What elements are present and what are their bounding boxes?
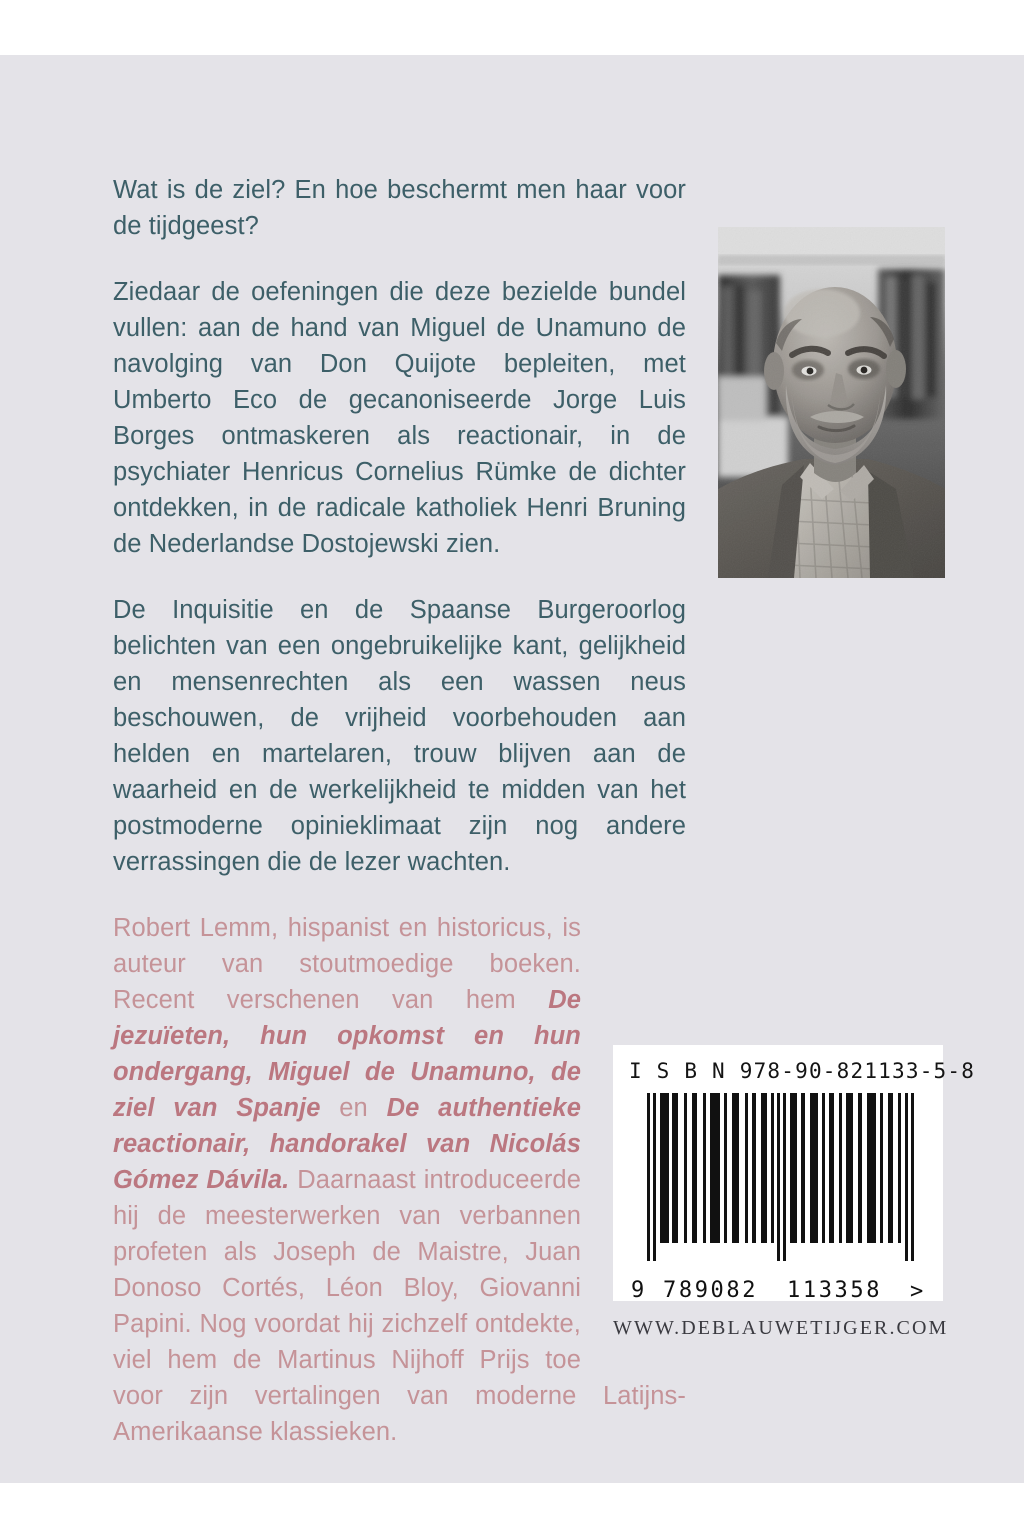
isbn-number: I S B N 978-90-821133-5-8 [629, 1059, 976, 1083]
bio-segment-3: Daarnaast introduceerde hij de meesterwerken van verbannen profeten als Joseph de Maistre, Juan Donoso Cortés, Léon Bloy, Giovanni Papini. Nog voordat hij zichzelf ontdekte, viel hem de Martinus Nijhoff Prijs toe voor zijn vertalingen van moderne Latijns-Amerikaanse klassieken. [113, 1166, 686, 1446]
bio-book-title-1: De jezuïeten, hun opkomst en hun ondergang, Miguel de Unamuno, de ziel van Spanje [113, 986, 581, 1122]
bio-book-title-2: De authentieke reactionair, handorakel van Nicolás Gómez Dávila. [113, 1094, 581, 1194]
barcode-digits [629, 1275, 927, 1303]
bio-segment-2: en [320, 1094, 387, 1122]
ean13-barcode [629, 1089, 927, 1303]
svg-text:9: 9 [631, 1278, 645, 1303]
isbn-barcode-block [613, 1045, 976, 1303]
author-portrait-image [718, 227, 945, 578]
bio-segment-1: Robert Lemm, hispanist en historicus, is auteur van stoutmoedige boeken. Recent verschenen van hem [113, 914, 581, 1014]
author-biography [113, 910, 686, 1450]
svg-text:789082: 789082 [663, 1278, 759, 1303]
svg-text:113358: 113358 [787, 1278, 883, 1303]
svg-text:>: > [910, 1279, 924, 1303]
blurb-column [113, 172, 686, 880]
blurb-paragraph-1: Wat is de ziel? En hoe beschermt men haar voor de tijdgeest? [113, 176, 686, 240]
publisher-website[interactable]: WWW.DEBLAUWETIJGER.COM [613, 1317, 949, 1339]
author-portrait-photo [718, 227, 945, 578]
blurb-paragraph-2: Ziedaar de oefeningen die deze bezielde bundel vullen: aan de hand van Miguel de Unamuno de navolging van Don Quijote bepleiten, met Umberto Eco de gecanoniseerde Jorge Luis Borges ontmaskeren als reactionair, in de psychiater Henricus Cornelius Rümke de dichter ontdekken, in de radicale katholiek Henri Bruning de Nederlandse Dostojewski zien. [113, 278, 686, 558]
blurb-paragraph-3: De Inquisitie en de Spaanse Burgeroorlog belichten van een ongebruikelijke kant, gelijkheid en mensenrechten als een wassen neus beschouwen, de vrijheid voorbehouden aan helden en martelaren, trouw blijven aan de waarheid en de werkelijkheid te midden van het postmoderne opinieklimaat zijn nog andere verrassingen die de lezer wachten. [113, 596, 686, 876]
book-back-cover [0, 55, 1024, 1483]
barcode-bars [629, 1089, 927, 1281]
